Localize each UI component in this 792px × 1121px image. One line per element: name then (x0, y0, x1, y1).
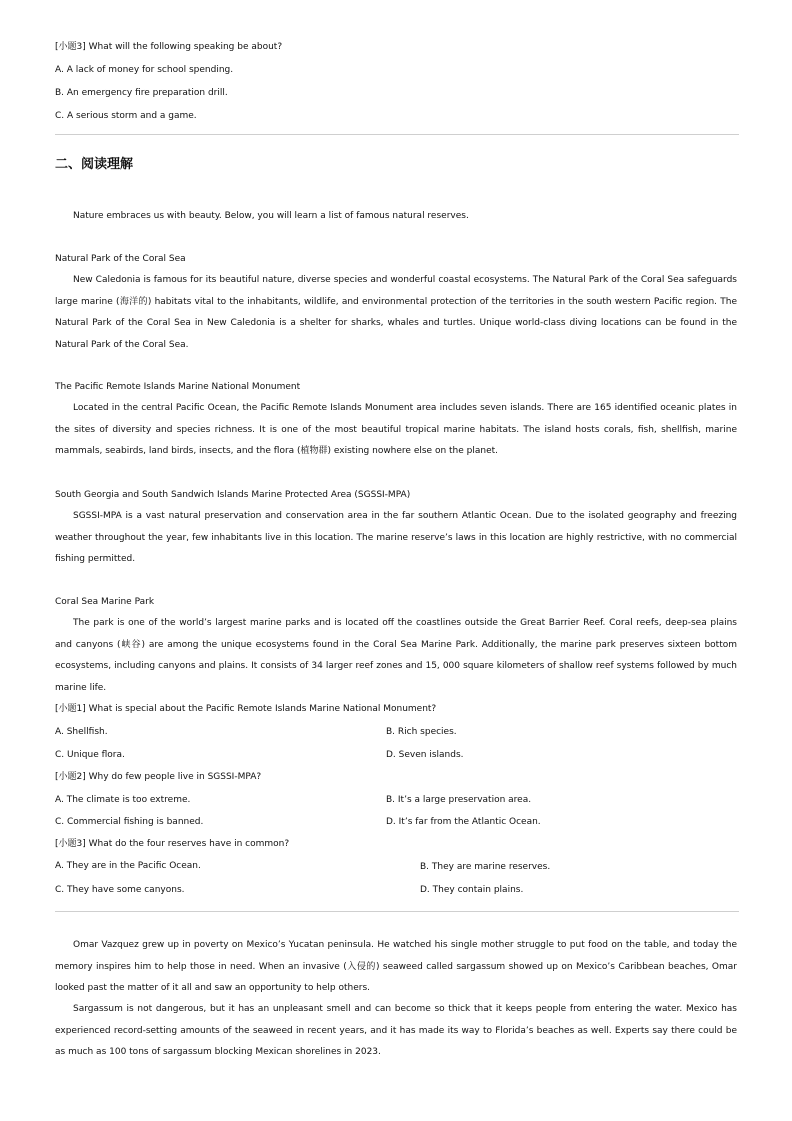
option-d: D. It’s far from the Atlantic Ocean. (386, 817, 541, 827)
option-b: B. They are marine reserves. (420, 862, 551, 872)
section-title: 二、阅读理解 (55, 157, 134, 172)
option-c: C. They have some canyons. (55, 885, 185, 895)
divider (55, 134, 739, 135)
passage-text: Omar Vazquez grew up in poverty on Mexico’s Yucatan peninsula. He watched his single mother struggle to put food on the table, and today the memory inspires him to help those in need. When an invasive (入侵的) seaweed called sargassum showed up on Mexico’s Caribbean beaches, Omar looked past the matter of it all and saw an opportunity to help others. (55, 940, 737, 993)
option-a: A. A lack of money for school spending. (55, 65, 234, 75)
option-b: B. Rich species. (386, 727, 457, 737)
park-body-text: Located in the central Pacific Ocean, the Pacific Remote Islands Monument area includes seven islands. There are 165 identified oceanic plates in the sites of diversity and species richness. It is one of the most beautiful tropical marine habitats. The island hosts corals, fish, shellfish, marine mammals, seabirds, land birds, insects, and the flora (植物群) existing nowhere else on the planet. (55, 403, 737, 456)
park-title: The Pacific Remote Islands Marine National Monument (55, 382, 301, 392)
option-b: B. It’s a large preservation area. (386, 795, 532, 805)
passage-paragraph (55, 935, 737, 1000)
option-b: B. An emergency fire preparation drill. (55, 88, 228, 98)
park-title: Natural Park of the Coral Sea (55, 254, 186, 264)
option-d: D. Seven islands. (386, 750, 464, 760)
park-body-text: The park is one of the world’s largest marine parks and is located off the coastlines outside the Great Barrier Reef. Coral reefs, deep-sea plains and canyons (峡谷) are among the unique ecosystems found in the Coral Sea Marine Park. Additionally, the marine park preserves sixteen bottom ecosystems, including canyons and plains. It consists of 34 larger reef zones and 15, 000 square kilometers of shallow reef systems followed by much marine life. (55, 618, 737, 693)
park-body (55, 506, 737, 571)
option-d: D. They contain plains. (420, 885, 524, 895)
question-stem: [小题2] Why do few people live in SGSSI-MPA? (55, 772, 262, 782)
park-body (55, 398, 737, 463)
passage-paragraph (55, 999, 737, 1064)
park-body-text: New Caledonia is famous for its beautiful nature, diverse species and wonderful coastal ecosystems. The Natural Park of the Coral Sea safeguards large marine (海洋的) habitats vital to the inhabitants, wildlife, and environmental protection of the territories in the south western Pacific region. The Natural Park of the Coral Sea in New Caledonia is a shelter for sharks, whales and turtles. Unique world-class diving locations can be found in the Natural Park of the Coral Sea. (55, 275, 737, 350)
question-stem: [小题1] What is special about the Pacific Remote Islands Marine National Monument? (55, 704, 437, 714)
option-a: A. The climate is too extreme. (55, 795, 191, 805)
option-a: A. Shellfish. (55, 727, 108, 737)
intro-text: Nature embraces us with beauty. Below, you will learn a list of famous natural reserves. (73, 211, 469, 221)
park-title: South Georgia and South Sandwich Islands Marine Protected Area (SGSSI-MPA) (55, 490, 411, 500)
option-c: C. Unique flora. (55, 750, 125, 760)
divider (55, 911, 739, 912)
passage-text: Sargassum is not dangerous, but it has an unpleasant smell and can become so thick that it keeps people from entering the water. Mexico has experienced record-setting amounts of the seaweed in recent years, and it has made its way to Florida’s beaches as well. Experts say there could be as much as 100 tons of sargassum blocking Mexican shorelines in 2023. (55, 1004, 737, 1057)
question-stem: [小题3] What do the four reserves have in common? (55, 839, 290, 849)
option-c: C. Commercial fishing is banned. (55, 817, 204, 827)
option-c: C. A serious storm and a game. (55, 111, 197, 121)
option-a: A. They are in the Pacific Ocean. (55, 861, 201, 871)
park-body-text: SGSSI-MPA is a vast natural preservation and conservation area in the far southern Atlantic Ocean. Due to the isolated geography and freezing weather throughout the year, few inhabitants live in this location. The marine reserve’s laws in this location are highly restrictive, with no commercial fishing permitted. (55, 511, 737, 564)
park-body (55, 270, 737, 356)
question-stem: [小题3] What will the following speaking be about? (55, 42, 283, 52)
park-body (55, 613, 737, 699)
park-title: Coral Sea Marine Park (55, 597, 155, 607)
